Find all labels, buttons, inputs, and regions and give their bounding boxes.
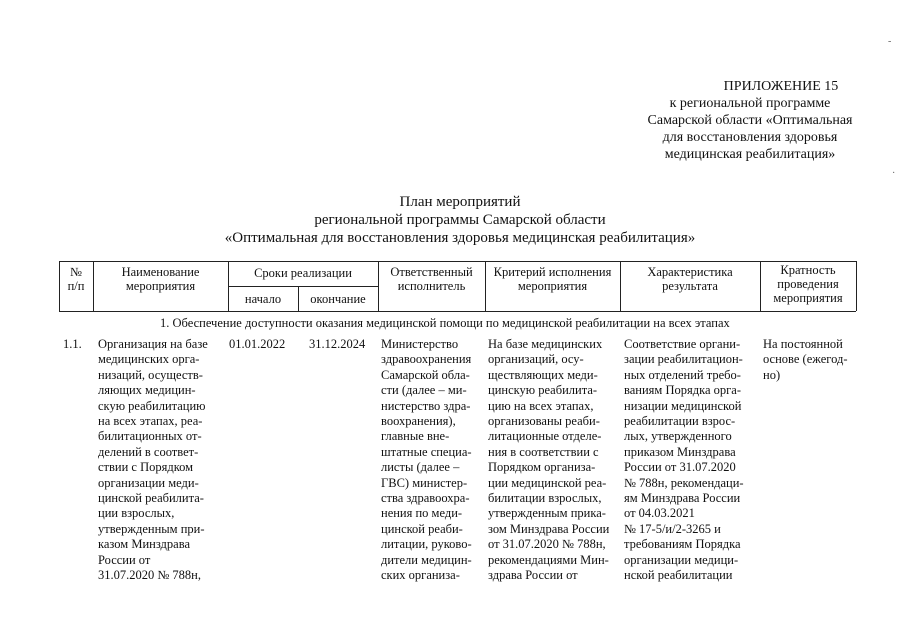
appendix-line: ПРИЛОЖЕНИЕ 15	[723, 79, 839, 94]
table-border-top	[59, 261, 856, 262]
title-line: План мероприятий	[399, 194, 521, 210]
header-terms: Сроки реализации	[254, 266, 352, 280]
title-line: региональной программы Самарской области	[314, 212, 606, 228]
appendix-line: к региональной программе	[669, 96, 831, 111]
scan-mark: ·	[892, 168, 896, 179]
header-start: начало	[244, 292, 282, 306]
header-criterion: Критерий исполнения мероприятия	[493, 265, 612, 293]
header-name: Наименование мероприятия	[121, 265, 200, 293]
row-end: 31.12.2024	[309, 337, 366, 351]
row-criterion: На базе медицинских организаций, осу- ществляющих меди- цинскую реабилита- цию на всех этапах, организованы реаби- литационные отделе- ния в соответствии с Порядком организа- ции медицинской реа- билитации взрослых, утвержденным прика- зом Минздрава России от 31.07.2020 № 788н, рекомендациями Мин- здрава России от	[488, 337, 610, 583]
terms-divider	[228, 286, 378, 287]
scan-mark: -	[888, 36, 892, 47]
appendix-line: Самарской области «Оптимальная	[647, 113, 853, 128]
row-frequency: На постоянной основе (ежегод- но)	[763, 337, 848, 382]
row-executor: Министерство здравоохранения Самарской обла- сти (далее – ми- нистерство здра- воохранения), главные вне- штатные специа- листы (далее – ГВС) министер- ства здравоохра- нения по меди- цинской реаби- литации, руково- дители медицин- ских организа-	[381, 337, 472, 583]
header-bottom-border	[59, 311, 856, 312]
header-executor: Ответственный исполнитель	[390, 265, 473, 293]
header-end: окончание	[310, 292, 366, 306]
row-num: 1.1.	[63, 337, 82, 351]
appendix-header	[600, 78, 900, 163]
row-name: Организация на базе медицинских орга- низаций, осуществ- ляющих медицин- скую реабилитацию на всех этапах, реа- билитационных от- делений в соответ- ствии с Порядком организации меди- цинской реабилита- ции взрослых, утвержденным при- казом Минздрава России от 31.07.2020 № 788н,	[98, 337, 208, 583]
header-frequency: Кратность проведения мероприятия	[773, 263, 843, 305]
document-title	[150, 193, 770, 247]
col-border	[856, 261, 857, 311]
row-result: Соответствие органи- зации реабилитацион- ных отделений требо- ваниям Порядка орга- низации медицинской реабилитации взрос- лых, утвержденного приказом Минздрава России от 31.07.2020 № 788н, рекомендаци- ям Минздрава России от 04.03.2021 № 17-5/и/2-3265 и требованиям Порядка организации медици- нской реабилитации	[624, 337, 744, 583]
section-title: 1. Обеспечение доступности оказания медицинской помощи по медицинской реабилитации на всех этапах	[160, 316, 730, 330]
title-line: «Оптимальная для восстановления здоровья медицинская реабилитация»	[224, 230, 696, 246]
row-start: 01.01.2022	[229, 337, 286, 351]
header-result: Характеристика результата	[647, 265, 733, 293]
header-num: № п/п	[67, 265, 85, 293]
appendix-line: для восстановления здоровья	[662, 130, 838, 145]
appendix-line: медицинская реабилитация»	[664, 147, 836, 162]
